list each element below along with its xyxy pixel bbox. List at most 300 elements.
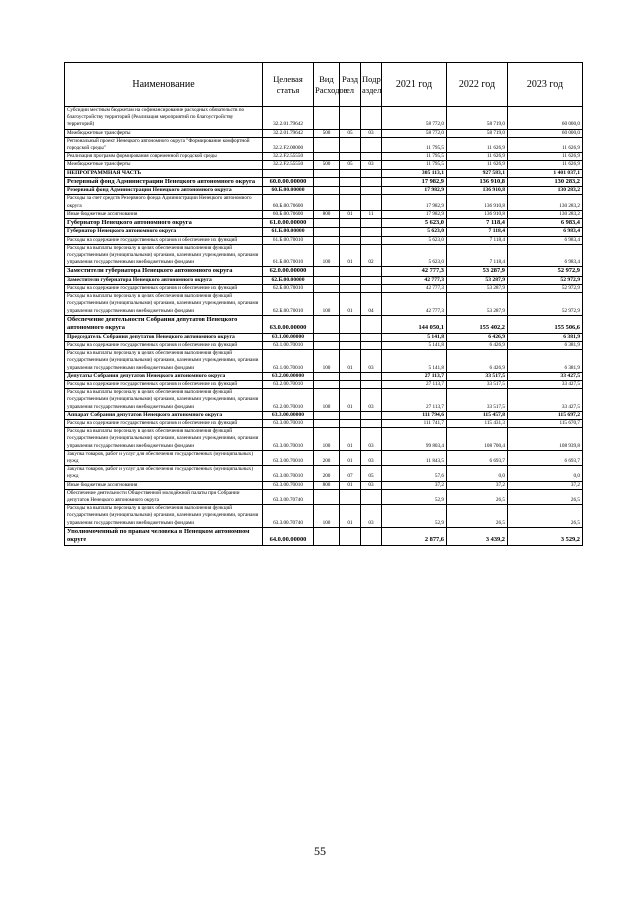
row-razd: 01 bbox=[340, 505, 361, 528]
row-value-2021: 5 141,8 bbox=[382, 341, 447, 349]
header-target: Целевая статья bbox=[263, 63, 314, 107]
row-value-2022: 58 719,0 bbox=[447, 129, 508, 137]
row-razd: 01 bbox=[340, 450, 361, 465]
row-vid bbox=[314, 276, 340, 284]
row-value-2022: 136 910,8 bbox=[447, 177, 508, 186]
row-podr: 03 bbox=[361, 481, 382, 489]
row-value-2023: 11 626,9 bbox=[508, 153, 583, 161]
row-value-2021: 5 623,0 bbox=[382, 228, 447, 236]
row-value-2022: 115 431,3 bbox=[447, 419, 508, 427]
row-vid bbox=[314, 411, 340, 419]
row-value-2022: 6 426,9 bbox=[447, 333, 508, 341]
table-row bbox=[65, 481, 583, 489]
row-value-2023: 60 000,0 bbox=[508, 129, 583, 137]
row-value-2021: 5 141,8 bbox=[382, 350, 447, 373]
document-page bbox=[64, 62, 582, 546]
row-value-2021: 17 982,9 bbox=[382, 187, 447, 195]
row-value-2021: 111 741,7 bbox=[382, 419, 447, 427]
table-row bbox=[65, 380, 583, 388]
row-value-2023: 52 972,9 bbox=[508, 285, 583, 293]
table-row bbox=[65, 169, 583, 177]
row-value-2021: 58 772,0 bbox=[382, 107, 447, 130]
row-razd: 01 bbox=[340, 481, 361, 489]
row-vid bbox=[314, 195, 340, 210]
row-value-2023: 37,2 bbox=[508, 481, 583, 489]
row-value-2022: 11 626,9 bbox=[447, 137, 508, 152]
row-podr bbox=[361, 195, 382, 210]
row-target-code: 63.2.00.70010 bbox=[263, 389, 314, 412]
row-value-2021: 144 050,1 bbox=[382, 315, 447, 333]
row-podr bbox=[361, 380, 382, 388]
row-value-2023: 6 381,9 bbox=[508, 350, 583, 373]
row-razd bbox=[340, 195, 361, 210]
row-value-2022: 11 626,9 bbox=[447, 153, 508, 161]
row-value-2023: 6 983,4 bbox=[508, 236, 583, 244]
row-target-code: 32.2.F2.55550 bbox=[263, 153, 314, 161]
row-value-2023: 108 939,8 bbox=[508, 428, 583, 451]
row-value-2022: 6 693,7 bbox=[447, 450, 508, 465]
row-target-code: 64.0.00.00000 bbox=[263, 527, 314, 545]
row-vid: 100 bbox=[314, 244, 340, 267]
table-row bbox=[65, 350, 583, 373]
row-razd bbox=[340, 489, 361, 504]
row-target-code: 32.2.F2.55550 bbox=[263, 161, 314, 169]
row-podr: 03 bbox=[361, 161, 382, 169]
row-value-2021: 5 623,0 bbox=[382, 236, 447, 244]
row-target-code: 60.Б.00.00000 bbox=[263, 187, 314, 195]
row-name: Заместители губернатора Ненецкого автономного округа bbox=[65, 276, 263, 284]
row-vid: 100 bbox=[314, 293, 340, 316]
row-target-code: 63.1.00.70010 bbox=[263, 341, 314, 349]
row-podr bbox=[361, 228, 382, 236]
row-value-2021: 5 623,0 bbox=[382, 244, 447, 267]
row-value-2023: 6 983,4 bbox=[508, 244, 583, 267]
table-row bbox=[65, 315, 583, 333]
table-header-row bbox=[65, 63, 583, 107]
row-razd bbox=[340, 267, 361, 276]
table-row bbox=[65, 161, 583, 169]
row-value-2021: 27 113,7 bbox=[382, 372, 447, 380]
table-row bbox=[65, 219, 583, 228]
row-vid bbox=[314, 285, 340, 293]
row-value-2022: 33 517,5 bbox=[447, 372, 508, 380]
table-row bbox=[65, 428, 583, 451]
row-podr bbox=[361, 177, 382, 186]
row-vid bbox=[314, 333, 340, 341]
row-name: Резервный фонд Администрации Ненецкого автономного округа bbox=[65, 177, 263, 186]
row-name: Председатель Собрания депутатов Ненецкого автономного округа bbox=[65, 333, 263, 341]
row-name: Обеспечение деятельности Общественной молодёжной палаты при Собрании депутатов Ненецкого автономного округа bbox=[65, 489, 263, 504]
row-name: Межбюджетные трансферты bbox=[65, 161, 263, 169]
row-vid: 100 bbox=[314, 505, 340, 528]
table-row bbox=[65, 333, 583, 341]
row-vid bbox=[314, 419, 340, 427]
row-name: Депутаты Собрания депутатов Ненецкого автономного округа bbox=[65, 372, 263, 380]
row-value-2021: 2 877,6 bbox=[382, 527, 447, 545]
row-target-code: 60.Б.00.70600 bbox=[263, 195, 314, 210]
row-podr: 05 bbox=[361, 466, 382, 481]
row-razd bbox=[340, 137, 361, 152]
row-value-2023: 6 381,9 bbox=[508, 333, 583, 341]
row-vid bbox=[314, 107, 340, 130]
row-name: Расходы на содержание государственных органов и обеспечение их функций bbox=[65, 419, 263, 427]
row-target-code: 63.3.00.00000 bbox=[263, 411, 314, 419]
row-value-2021: 27 113,7 bbox=[382, 380, 447, 388]
row-name: Резервный фонд Администрации Ненецкого автономного округа bbox=[65, 187, 263, 195]
row-name: Расходы на содержание государственных органов и обеспечение их функций bbox=[65, 236, 263, 244]
row-value-2021: 57,6 bbox=[382, 466, 447, 481]
row-value-2021: 5 623,0 bbox=[382, 219, 447, 228]
row-podr bbox=[361, 341, 382, 349]
row-podr bbox=[361, 187, 382, 195]
row-value-2022: 6 426,9 bbox=[447, 350, 508, 373]
row-value-2023: 6 381,9 bbox=[508, 341, 583, 349]
row-value-2023: 130 283,2 bbox=[508, 210, 583, 218]
row-value-2021: 11 795,5 bbox=[382, 153, 447, 161]
row-target-code: 32.2.01.79642 bbox=[263, 107, 314, 130]
row-razd bbox=[340, 236, 361, 244]
row-podr bbox=[361, 285, 382, 293]
row-razd bbox=[340, 107, 361, 130]
row-name: Реализация программ формирования современной городской среды bbox=[65, 153, 263, 161]
row-vid: 500 bbox=[314, 129, 340, 137]
row-value-2021: 27 113,7 bbox=[382, 389, 447, 412]
row-podr: 03 bbox=[361, 389, 382, 412]
row-name: Уполномоченный по правам человека в Ненецком автономном округе bbox=[65, 527, 263, 545]
row-value-2023: 1 401 037,1 bbox=[508, 169, 583, 177]
row-target-code: 63.3.00.70010 bbox=[263, 481, 314, 489]
row-razd bbox=[340, 411, 361, 419]
row-value-2022: 155 402,2 bbox=[447, 315, 508, 333]
row-vid: 200 bbox=[314, 450, 340, 465]
row-vid: 800 bbox=[314, 210, 340, 218]
row-podr: 04 bbox=[361, 293, 382, 316]
row-name: Расходы на содержание государственных органов и обеспечение их функций bbox=[65, 285, 263, 293]
header-2023: 2023 год bbox=[508, 63, 583, 107]
row-name: Региональный проект Ненецкого автономного округа "Формирование комфортной городской среды" bbox=[65, 137, 263, 152]
row-value-2022: 53 287,9 bbox=[447, 293, 508, 316]
row-razd bbox=[340, 228, 361, 236]
row-podr bbox=[361, 236, 382, 244]
row-podr bbox=[361, 276, 382, 284]
row-name: Иные бюджетные ассигнования bbox=[65, 481, 263, 489]
row-value-2023: 6 693,7 bbox=[508, 450, 583, 465]
row-podr bbox=[361, 137, 382, 152]
row-target-code: 60.0.00.00000 bbox=[263, 177, 314, 186]
row-value-2021: 17 982,9 bbox=[382, 210, 447, 218]
row-name: Губернатор Ненецкого автономного округа bbox=[65, 228, 263, 236]
row-razd bbox=[340, 187, 361, 195]
row-value-2023: 52 972,9 bbox=[508, 276, 583, 284]
row-value-2021: 11 795,5 bbox=[382, 137, 447, 152]
row-razd bbox=[340, 341, 361, 349]
row-target-code: 62.Б.00.70010 bbox=[263, 285, 314, 293]
row-value-2022: 7 118,4 bbox=[447, 228, 508, 236]
row-value-2023: 52 972,9 bbox=[508, 293, 583, 316]
row-target-code: 32.2.F2.00000 bbox=[263, 137, 314, 152]
row-name: Заместители губернатора Ненецкого автономного округа bbox=[65, 267, 263, 276]
row-value-2022: 26,5 bbox=[447, 505, 508, 528]
row-target-code: 61.Б.00.70010 bbox=[263, 236, 314, 244]
row-value-2023: 115 697,2 bbox=[508, 411, 583, 419]
row-value-2023: 33 427,5 bbox=[508, 389, 583, 412]
row-name: Аппарат Собрания депутатов Ненецкого автономного округа bbox=[65, 411, 263, 419]
row-vid bbox=[314, 228, 340, 236]
row-target-code: 62.0.00.00000 bbox=[263, 267, 314, 276]
row-podr: 03 bbox=[361, 350, 382, 373]
row-value-2022: 53 287,9 bbox=[447, 285, 508, 293]
table-row bbox=[65, 341, 583, 349]
row-value-2023: 155 506,6 bbox=[508, 315, 583, 333]
row-value-2022: 53 287,9 bbox=[447, 267, 508, 276]
row-target-code: 63.3.00.70010 bbox=[263, 419, 314, 427]
row-razd bbox=[340, 153, 361, 161]
row-value-2023: 0,0 bbox=[508, 466, 583, 481]
row-razd bbox=[340, 219, 361, 228]
budget-table bbox=[64, 62, 583, 546]
row-vid: 200 bbox=[314, 466, 340, 481]
row-value-2022: 0,0 bbox=[447, 466, 508, 481]
row-value-2022: 37,2 bbox=[447, 481, 508, 489]
table-row bbox=[65, 236, 583, 244]
row-value-2022: 58 719,0 bbox=[447, 107, 508, 130]
row-value-2023: 26,5 bbox=[508, 505, 583, 528]
row-target-code: 61.Б.00.70010 bbox=[263, 244, 314, 267]
table-row bbox=[65, 466, 583, 481]
row-value-2022: 3 439,2 bbox=[447, 527, 508, 545]
row-value-2021: 5 141,8 bbox=[382, 333, 447, 341]
header-razd: Разд ел bbox=[340, 63, 361, 107]
row-value-2023: 33 427,5 bbox=[508, 380, 583, 388]
row-name: Закупка товаров, работ и услуг для обеспечения государственных (муниципальных) нужд bbox=[65, 466, 263, 481]
row-target-code: 63.3.00.70740 bbox=[263, 505, 314, 528]
row-podr bbox=[361, 527, 382, 545]
row-value-2023: 3 529,2 bbox=[508, 527, 583, 545]
header-name: Наименование bbox=[65, 63, 263, 107]
row-podr: 03 bbox=[361, 450, 382, 465]
row-vid: 800 bbox=[314, 481, 340, 489]
row-value-2022: 33 517,5 bbox=[447, 380, 508, 388]
table-row bbox=[65, 489, 583, 504]
row-vid bbox=[314, 380, 340, 388]
row-vid: 100 bbox=[314, 350, 340, 373]
row-vid bbox=[314, 219, 340, 228]
table-row bbox=[65, 210, 583, 218]
row-razd: 05 bbox=[340, 129, 361, 137]
row-value-2021: 305 113,1 bbox=[382, 169, 447, 177]
row-vid bbox=[314, 187, 340, 195]
table-row bbox=[65, 419, 583, 427]
row-value-2021: 58 772,0 bbox=[382, 129, 447, 137]
row-value-2022: 136 910,8 bbox=[447, 195, 508, 210]
row-razd bbox=[340, 169, 361, 177]
row-vid bbox=[314, 315, 340, 333]
row-vid bbox=[314, 236, 340, 244]
row-podr bbox=[361, 411, 382, 419]
row-podr bbox=[361, 419, 382, 427]
row-podr: 03 bbox=[361, 428, 382, 451]
row-razd bbox=[340, 315, 361, 333]
row-value-2021: 99 803,4 bbox=[382, 428, 447, 451]
row-target-code: 63.3.00.70010 bbox=[263, 428, 314, 451]
row-value-2023: 26,5 bbox=[508, 489, 583, 504]
row-podr: 02 bbox=[361, 244, 382, 267]
row-name: Закупка товаров, работ и услуг для обеспечения государственных (муниципальных) нужд bbox=[65, 450, 263, 465]
row-razd: 01 bbox=[340, 244, 361, 267]
row-razd: 01 bbox=[340, 428, 361, 451]
row-value-2021: 17 982,9 bbox=[382, 195, 447, 210]
row-target-code: 63.3.00.70010 bbox=[263, 450, 314, 465]
row-podr bbox=[361, 107, 382, 130]
row-target-code: 63.0.00.00000 bbox=[263, 315, 314, 333]
row-value-2023: 130 283,2 bbox=[508, 195, 583, 210]
header-podr: Подр аздел bbox=[361, 63, 382, 107]
header-vid: Вид Расходов bbox=[314, 63, 340, 107]
row-razd bbox=[340, 527, 361, 545]
table-row bbox=[65, 267, 583, 276]
row-target-code: 63.3.00.70010 bbox=[263, 466, 314, 481]
row-name: Субсидии местным бюджетам на софинансирование расходных обязательств по благоустройству территорий (Реализация мероприятий по благоустройству территорий) bbox=[65, 107, 263, 130]
row-target-code: 63.2.00.70010 bbox=[263, 380, 314, 388]
table-row bbox=[65, 293, 583, 316]
row-value-2021: 42 777,3 bbox=[382, 293, 447, 316]
row-target-code: 62.Б.00.00000 bbox=[263, 276, 314, 284]
row-razd bbox=[340, 372, 361, 380]
row-target-code: 63.3.00.70740 bbox=[263, 489, 314, 504]
row-razd: 01 bbox=[340, 210, 361, 218]
row-vid bbox=[314, 169, 340, 177]
row-podr: 03 bbox=[361, 129, 382, 137]
row-value-2023: 52 972,9 bbox=[508, 267, 583, 276]
row-vid: 500 bbox=[314, 161, 340, 169]
row-value-2022: 7 118,4 bbox=[447, 236, 508, 244]
row-value-2021: 37,2 bbox=[382, 481, 447, 489]
row-podr bbox=[361, 489, 382, 504]
table-row bbox=[65, 153, 583, 161]
row-podr: 11 bbox=[361, 210, 382, 218]
row-value-2021: 111 794,6 bbox=[382, 411, 447, 419]
row-razd bbox=[340, 285, 361, 293]
table-row bbox=[65, 285, 583, 293]
row-name: Губернатор Ненецкого автономного округа bbox=[65, 219, 263, 228]
row-podr bbox=[361, 267, 382, 276]
row-value-2021: 42 777,3 bbox=[382, 267, 447, 276]
row-value-2021: 42 777,3 bbox=[382, 276, 447, 284]
row-value-2021: 11 843,5 bbox=[382, 450, 447, 465]
row-value-2022: 7 118,4 bbox=[447, 219, 508, 228]
row-vid bbox=[314, 153, 340, 161]
table-row bbox=[65, 244, 583, 267]
row-name: Расходы на выплаты персоналу в целях обеспечения выполнения функций государственными (муниципальными) органами, казенными учреждениями, органами управления государственными внебюджетными фондами bbox=[65, 244, 263, 267]
table-row bbox=[65, 187, 583, 195]
row-name: Расходы на выплаты персоналу в целях обеспечения выполнения функций государственными (муниципальными) органами, казенными учреждениями, органами управления государственными внебюджетными фондами bbox=[65, 505, 263, 528]
table-row bbox=[65, 411, 583, 419]
row-vid bbox=[314, 177, 340, 186]
row-razd bbox=[340, 177, 361, 186]
row-target-code: 63.2.00.00000 bbox=[263, 372, 314, 380]
row-vid bbox=[314, 489, 340, 504]
row-value-2022: 11 626,9 bbox=[447, 161, 508, 169]
table-row bbox=[65, 505, 583, 528]
row-vid: 100 bbox=[314, 389, 340, 412]
row-razd: 07 bbox=[340, 466, 361, 481]
header-2021: 2021 год bbox=[382, 63, 447, 107]
row-value-2022: 53 287,9 bbox=[447, 276, 508, 284]
row-vid: 100 bbox=[314, 428, 340, 451]
row-value-2022: 6 426,9 bbox=[447, 341, 508, 349]
row-name: Межбюджетные трансферты bbox=[65, 129, 263, 137]
table-row bbox=[65, 107, 583, 130]
row-value-2023: 115 670,7 bbox=[508, 419, 583, 427]
row-vid bbox=[314, 372, 340, 380]
row-name: Расходы на выплаты персоналу в целях обеспечения выполнения функций государственными (муниципальными) органами, казенными учреждениями, органами управления государственными внебюджетными фондами bbox=[65, 293, 263, 316]
table-row bbox=[65, 389, 583, 412]
table-row bbox=[65, 527, 583, 545]
row-vid bbox=[314, 267, 340, 276]
row-name: НЕПРОГРАММНАЯ ЧАСТЬ bbox=[65, 169, 263, 177]
row-name: Расходы на содержание государственных органов и обеспечение их функций bbox=[65, 380, 263, 388]
row-value-2023: 6 983,4 bbox=[508, 219, 583, 228]
row-name: Расходы на выплаты персоналу в целях обеспечения выполнения функций государственными (муниципальными) органами, казенными учреждениями, органами управления государственными внебюджетными фондами bbox=[65, 389, 263, 412]
row-name: Расходы за счет средств Резервного фонда Администрации Ненецкого автономного округа bbox=[65, 195, 263, 210]
table-row bbox=[65, 228, 583, 236]
row-value-2023: 130 283,2 bbox=[508, 177, 583, 186]
table-body bbox=[65, 107, 583, 546]
row-value-2021: 52,9 bbox=[382, 505, 447, 528]
row-value-2021: 11 795,5 bbox=[382, 161, 447, 169]
row-target-code: 62.Б.00.70010 bbox=[263, 293, 314, 316]
table-row bbox=[65, 129, 583, 137]
table-row bbox=[65, 372, 583, 380]
row-podr bbox=[361, 169, 382, 177]
row-razd bbox=[340, 380, 361, 388]
table-row bbox=[65, 137, 583, 152]
row-target-code: 63.1.00.00000 bbox=[263, 333, 314, 341]
row-name: Расходы на содержание государственных органов и обеспечение их функций bbox=[65, 341, 263, 349]
row-razd bbox=[340, 333, 361, 341]
row-value-2021: 42 777,3 bbox=[382, 285, 447, 293]
table-row bbox=[65, 177, 583, 186]
table-row bbox=[65, 195, 583, 210]
row-vid bbox=[314, 137, 340, 152]
row-name: Расходы на выплаты персоналу в целях обеспечения выполнения функций государственными (муниципальными) органами, казенными учреждениями, органами управления государственными внебюджетными фондами bbox=[65, 350, 263, 373]
row-podr bbox=[361, 219, 382, 228]
row-target-code: 63.1.00.70010 bbox=[263, 350, 314, 373]
row-podr: 03 bbox=[361, 505, 382, 528]
row-razd: 01 bbox=[340, 350, 361, 373]
row-name: Иные бюджетные ассигнования bbox=[65, 210, 263, 218]
page-number: 55 bbox=[314, 844, 326, 858]
row-value-2022: 33 517,5 bbox=[447, 389, 508, 412]
table-row bbox=[65, 276, 583, 284]
row-value-2022: 927 583,1 bbox=[447, 169, 508, 177]
row-value-2022: 136 910,8 bbox=[447, 210, 508, 218]
row-value-2022: 26,5 bbox=[447, 489, 508, 504]
row-value-2022: 7 118,4 bbox=[447, 244, 508, 267]
row-vid bbox=[314, 341, 340, 349]
row-value-2023: 11 626,9 bbox=[508, 161, 583, 169]
row-target-code: 32.2.01.79642 bbox=[263, 129, 314, 137]
row-podr bbox=[361, 315, 382, 333]
row-target-code: 61.Б.00.00000 bbox=[263, 228, 314, 236]
row-value-2023: 130 283,2 bbox=[508, 187, 583, 195]
row-razd: 01 bbox=[340, 293, 361, 316]
row-value-2022: 136 910,8 bbox=[447, 187, 508, 195]
row-podr bbox=[361, 372, 382, 380]
row-value-2023: 33 427,5 bbox=[508, 372, 583, 380]
row-value-2023: 60 000,0 bbox=[508, 107, 583, 130]
row-value-2021: 17 982,9 bbox=[382, 177, 447, 186]
